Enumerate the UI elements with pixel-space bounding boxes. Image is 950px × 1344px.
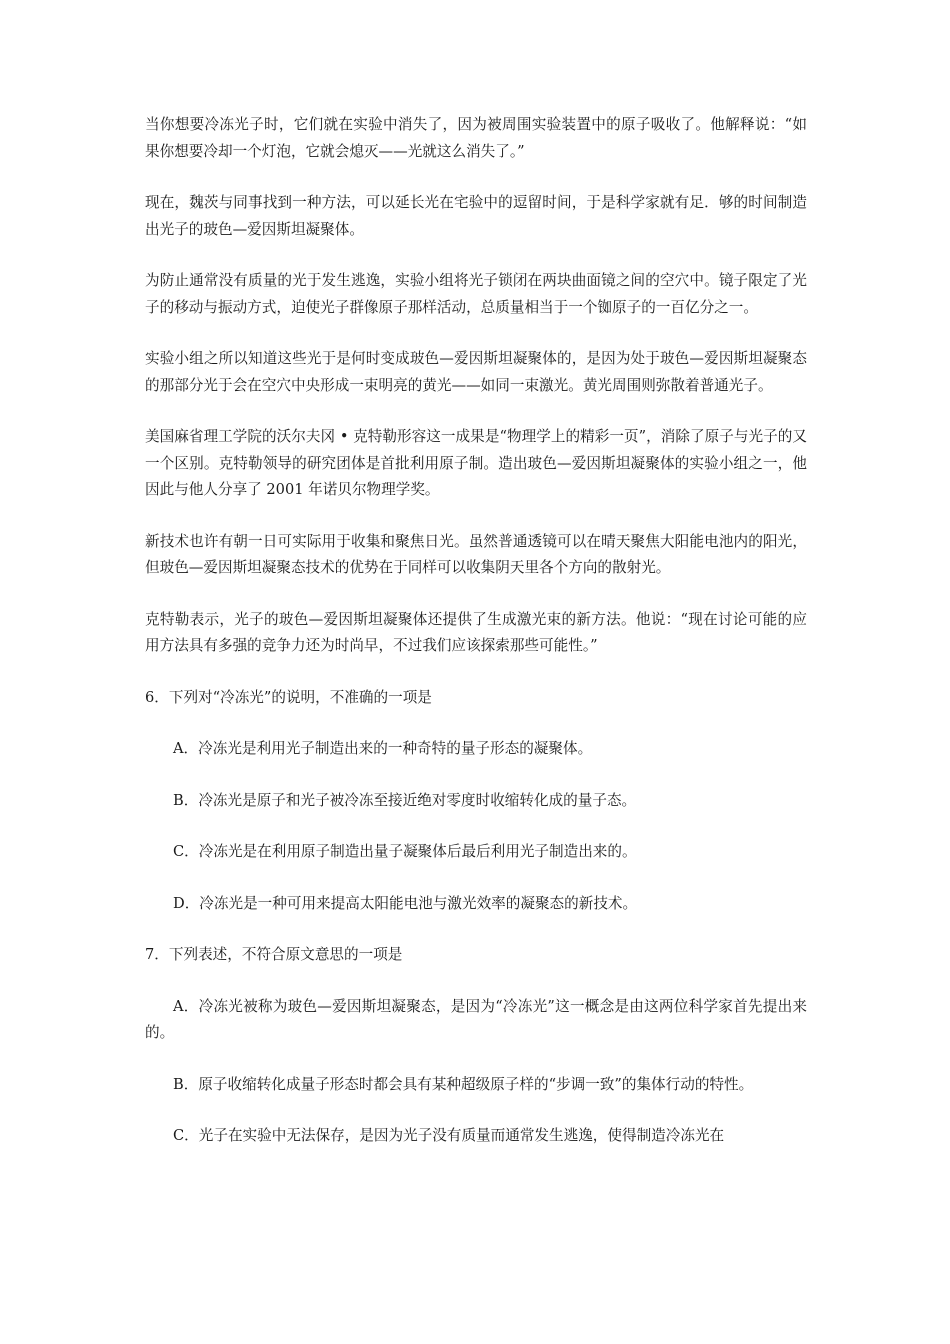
question-6-option-a: A．冷冻光是利用光子制造出来的一种奇特的量子形态的凝聚体。 <box>173 740 593 757</box>
question-7-option-c: C．光子在实验中无法保存，是因为光子没有质量而通常发生逃逸，使得制造冷冻光在 <box>173 1127 725 1144</box>
question-6-option-d: D．冷冻光是一种可用来提高太阳能电池与激光效率的凝聚态的新技术。 <box>173 894 638 912</box>
paragraph-2: 现在，魏茨与同事找到一种方法，可以延长光在宅验中的逗留时间，于是科学家就有足．够的时间制造出光子的玻色—爱因斯坦凝聚体。 <box>145 194 807 238</box>
paragraph-5: 美国麻省理工学院的沃尔夫冈 • 克特勒形容这一成果是“物理学上的精彩一页”，消除了原子与光子的又一个区别。克特勒领导的研究团体是首批利用原子制。造出玻色—爱因斯坦凝聚体的实验小组之一，他因此与他人分享了 2001 年诺贝尔物理学奖。 <box>145 428 807 498</box>
question-7 <box>145 942 807 1150</box>
question-6-option-b: B．冷冻光是原子和光子被冷冻至接近绝对零度时收缩转化成的量子态。 <box>173 791 637 809</box>
question-6 <box>145 685 807 918</box>
paragraph-6: 新技术也许有朝一日可实际用于收集和聚焦日光。虽然普通透镜可以在晴天聚焦大阳能电池内的阳光，但玻色—爱因斯坦凝聚态技术的优势在于同样可以收集阴天里各个方向的散射光。 <box>145 532 807 576</box>
paragraph-1: 当你想要冷冻光子时，它们就在实验中消失了，因为被周围实验装置中的原子吸收了。他解释说：“如果你想要冷却一个灯泡，它就会熄灭——光就这么消失了。” <box>145 116 807 160</box>
question-7-option-a: A．冷冻光被称为玻色—爱因斯坦凝聚态，是因为“冷冻光”这一概念是由这两位科学家首先提出来的。 <box>145 997 807 1041</box>
document-page <box>145 112 807 1150</box>
paragraph-7: 克特勒表示，光子的玻色—爱因斯坦凝聚体还提供了生成激光束的新方法。他说：“现在讨论可能的应用方法具有多强的竞争力还为时尚早，不过我们应该探索那些可能性。” <box>145 610 807 654</box>
question-6-stem: 6．下列对“冷冻光”的说明，不准确的一项是 <box>145 688 432 706</box>
paragraph-4: 实验小组之所以知道这些光于是何时变成玻色—爱因斯坦凝聚体的，是因为处于玻色—爱因斯坦凝聚态的那部分光于会在空穴中央形成一束明亮的黄光——如同一束激光。黄光周围则弥散着普通光子。 <box>145 350 807 394</box>
paragraph-3: 为防止通常没有质量的光于发生逃逸，实验小组将光子锁闭在两块曲面镜之间的空穴中。镜子限定了光子的移动与振动方式，迫使光子群像原子那样活动，总质量相当于一个铷原子的一百亿分之一。 <box>145 272 807 316</box>
question-7-option-b: B．原子收缩转化成量子形态时都会具有某种超级原子样的“步调一致”的集体行动的特性。 <box>173 1075 754 1093</box>
question-7-stem: 7．下列表述，不符合原文意思的一项是 <box>145 946 403 963</box>
question-6-option-c: C．冷冻光是在利用原子制造出量子凝聚体后最后利用光子制造出来的。 <box>173 843 637 860</box>
